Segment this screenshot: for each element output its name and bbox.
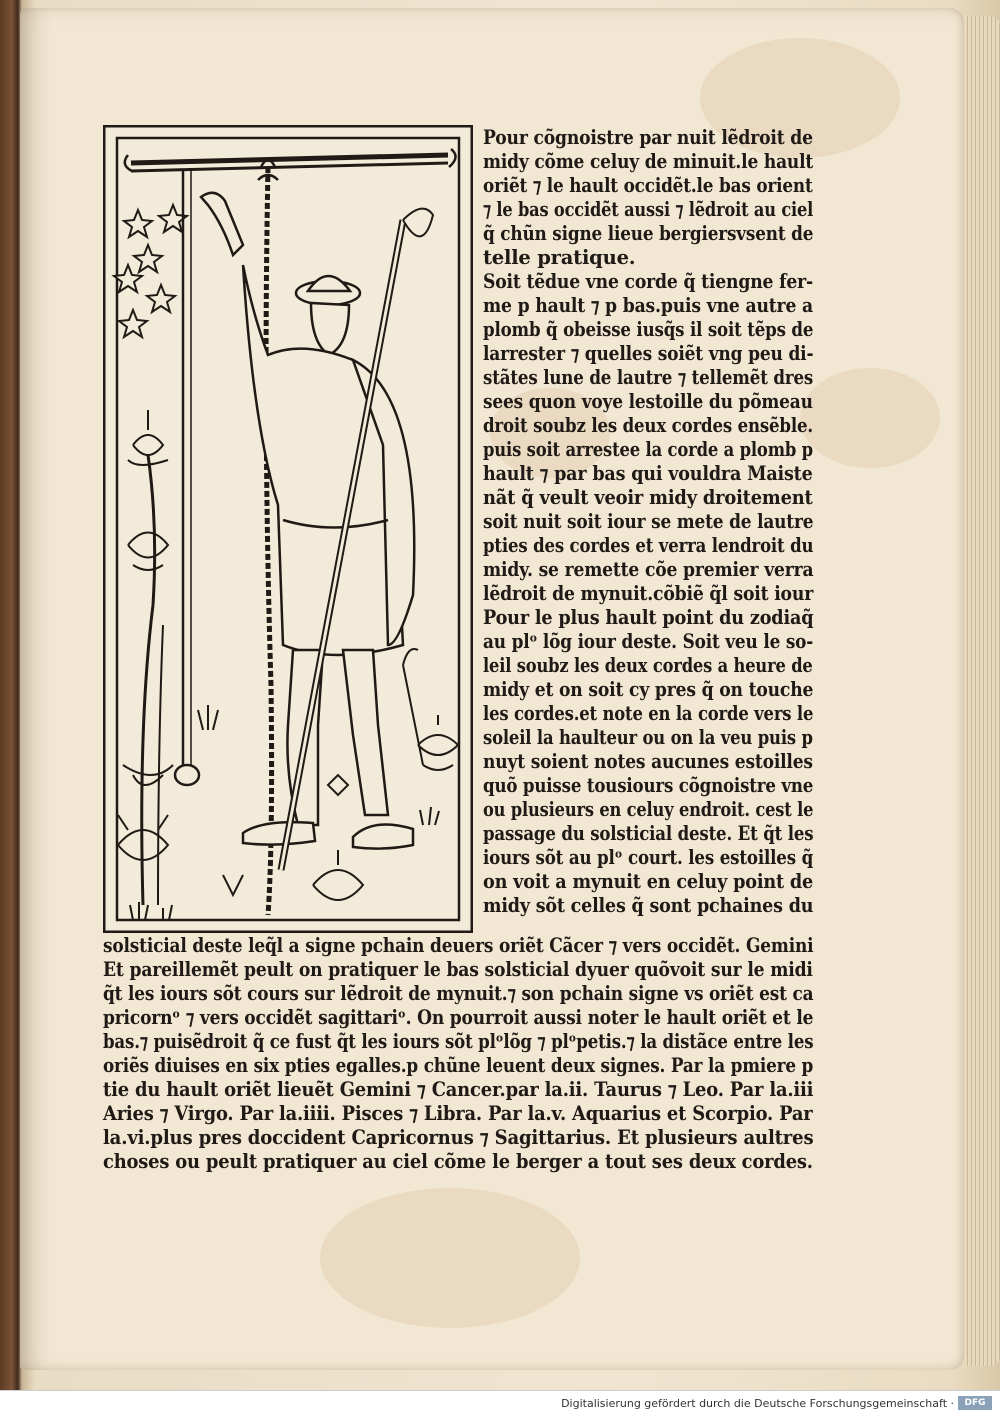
- text-line: q̃ chũn signe lieue bergiersvsent de: [483, 222, 814, 245]
- text-line: nãt q̃ veult veoir midy droitement: [483, 486, 813, 509]
- digitization-footer: [0, 1390, 1000, 1416]
- text-line: Aries ⁊ Virgo. Par la.iiii. Pisces ⁊ Libra. Par la.v. Aquarius et Scorpio. Par: [103, 1102, 813, 1125]
- text-line: larrester ⁊ quelles soiẽt vng peu di-: [483, 342, 814, 365]
- text-line: ⁊ le bas occidẽt aussi ⁊ lẽdroit au ciel: [483, 198, 814, 221]
- text-line: oriẽs diuises en six pties egalles.p chũne leuent deux signes. Par la pmiere p: [103, 1054, 814, 1077]
- text-line: pties des cordes et verra lendroit du: [483, 534, 814, 557]
- text-line: Pour cõgnoistre par nuit lẽdroit de: [483, 126, 813, 149]
- text-line: lẽdroit de mynuit.cõbiẽ q̃l soit iour: [483, 582, 814, 605]
- text-line: me p hault ⁊ p bas.puis vne autre a: [483, 294, 814, 317]
- footer-credit-text: Digitalisierung gefördert durch die Deutsche Forschungsgemeinschaft ·: [561, 1397, 954, 1410]
- text-line: pricornᵒ ⁊ vers occidẽt sagittariᵒ. On pourroit aussi noter le hault oriẽt et le: [103, 1006, 814, 1029]
- text-line: Soit tẽdue vne corde q̃ tiengne fer-: [483, 270, 813, 293]
- page-edges: [964, 16, 1000, 1366]
- text-line: au plᵒ lõg iour deste. Soit veu le so-: [483, 630, 814, 653]
- text-line: tie du hault oriẽt lieuẽt Gemini ⁊ Cancer.par la.ii. Taurus ⁊ Leo. Par la.iii: [103, 1078, 814, 1101]
- text-line: Et pareillemẽt peult on pratiquer le bas solsticial dyuer quõvoit sur le midi: [103, 958, 813, 981]
- text-line: soit nuit soit iour se mete de lautre: [483, 510, 814, 533]
- text-line: midy sõt celles q̃ sont pchaines du: [483, 894, 814, 917]
- text-line: leil soubz les deux cordes a heure de: [483, 654, 813, 677]
- text-line: droit soubz les deux cordes ensẽble.: [483, 414, 813, 437]
- text-line: les cordes.et note en la corde vers le: [483, 702, 814, 725]
- woodcut-illustration: [103, 125, 473, 933]
- text-line: iours sõt au plᵒ court. les estoilles q̃: [483, 846, 814, 869]
- text-line: sees quon voye lestoille du põmeau: [483, 390, 813, 413]
- dfg-logo: DFG: [958, 1396, 992, 1410]
- text-line: midy. se remette cõe premier verra: [483, 558, 814, 581]
- text-line: nuyt soient notes aucunes estoilles: [483, 750, 813, 773]
- text-line: plomb q̃ obeisse iusq̃s il soit tẽps de: [483, 318, 814, 341]
- text-line: soleil la haulteur ou on la veu puis p: [483, 726, 813, 749]
- text-line: stãtes lune de lautre ⁊ tellemẽt dres: [483, 366, 814, 389]
- text-line: on voit a mynuit en celuy point de: [483, 870, 814, 893]
- text-line: bas.⁊ puisẽdroit q̃ ce fust q̃t les iours sõt plᵒlõg ⁊ plᵒpetis.⁊ la distãce entre les: [103, 1030, 814, 1053]
- text-line: puis soit arrestee la corde a plomb p: [483, 438, 813, 461]
- shepherd-with-cords-woodcut: [103, 125, 473, 933]
- text-line: q̃t les iours sõt cours sur lẽdroit de mynuit.⁊ son pchain signe vs oriẽt est ca: [103, 982, 814, 1005]
- text-line: Pour le plus hault point du zodiaq̃: [483, 606, 814, 629]
- text-line: midy cõme celuy de minuit.le hault: [483, 150, 814, 173]
- text-line: solsticial deste leq̃l a signe pchain deuers oriẽt Cãcer ⁊ vers occidẽt. Gemini: [103, 934, 814, 957]
- text-line: ou plusieurs en celuy endroit. cest le: [483, 798, 814, 821]
- text-line: oriẽt ⁊ le hault occidẽt.le bas orient: [483, 174, 813, 197]
- text-line: telle pratique.: [483, 246, 636, 269]
- text-line: midy et on soit cy pres q̃ on touche: [483, 678, 814, 701]
- text-line: quõ puisse tousiours cõgnoistre vne: [483, 774, 814, 797]
- text-line: hault ⁊ par bas qui vouldra Maiste: [483, 462, 813, 485]
- text-line: choses ou peult pratiquer au ciel cõme le berger a tout ses deux cordes.: [103, 1150, 813, 1173]
- text-line: passage du solsticial deste. Et q̃t les: [483, 822, 814, 845]
- text-line: la.vi.plus pres doccident Capricornus ⁊ Sagittarius. Et plusieurs aultres: [103, 1126, 814, 1149]
